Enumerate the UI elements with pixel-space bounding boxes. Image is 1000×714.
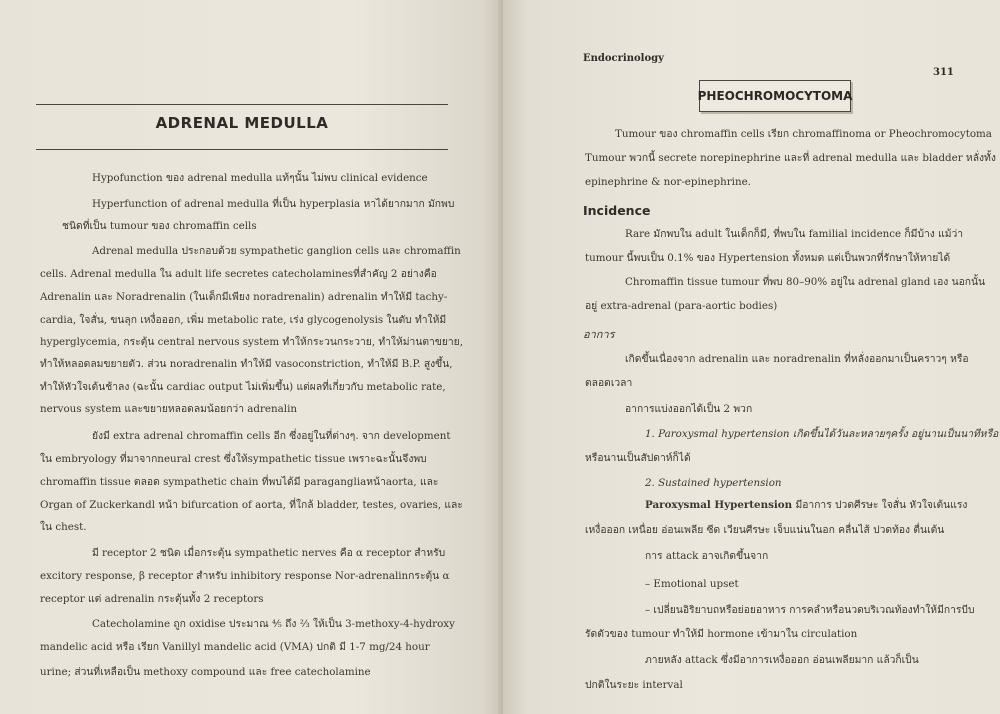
paragraph-line: chromaffin tissue ตลอด sympathetic chain ที่พบได้มี paragangliaหน้าaorta, และ: [40, 476, 439, 488]
paragraph-line: Catecholamine ถูก oxidise ประมาณ ⅘ ถึง ⅔ ให้เป็น 3-methoxy-4-hydroxy: [92, 618, 455, 630]
paragraph-line: Hyperfunction of adrenal medulla ที่เป็น hyperplasia หาได้ยากมาก มักพบ: [92, 198, 455, 210]
paragraph-line: Chromaffin tissue tumour ที่พบ 80–90% อยู่ใน adrenal gland เอง นอกนั้น: [625, 276, 986, 288]
paragraph-line: tumour นี้พบเป็น 0.1% ของ Hypertension ทั้งหมด แต่เป็นพวกที่รักษาให้หายได้: [585, 252, 951, 264]
paragraph-line: ยังมี extra adrenal chromaffin cells อีก ซึ่งอยู่ในที่ต่างๆ. จาก development: [92, 430, 451, 442]
paragraph-line: epinephrine & nor-epinephrine.: [585, 176, 751, 188]
paragraph-line: Adrenalin และ Noradrenalin (ในเด็กมีเพียง noradrenalin) adrenalin ทำให้มี tachy-: [40, 291, 448, 303]
right-page-title-text: PHEOCHROMOCYTOMA: [697, 89, 853, 103]
paragraph-line: ทำให้หัวใจเต้นช้าลง (ฉะนั้น cardiac output ไม่เพิ่มขึ้น) แต่ผลที่เกี่ยวกับ metabolic rate,: [40, 381, 446, 393]
paragraph-line: Organ of Zuckerkandl หน้า bifurcation of aorta, ที่ใกล้ bladder, testes, ovaries, และ: [40, 499, 463, 511]
paragraph-line: ชนิดที่เป็น tumour ของ chromaffin cells: [62, 220, 257, 232]
paragraph-line: Rare มักพบใน adult ในเด็กก็มี, ที่พบใน familial incidence ก็มีบ้าง แม้ว่า: [625, 228, 964, 240]
paragraph-line: Adrenal medulla ประกอบด้วย sympathetic ganglion cells และ chromaffin: [92, 245, 461, 257]
paragraph-line: Tumour ของ chromaffin cells เรียก chromaffinoma or Pheochromocytoma: [615, 128, 992, 140]
paragraph-line: Hypofunction ของ adrenal medulla แท้ๆนั้น ไม่พบ clinical evidence: [92, 172, 428, 184]
paragraph-line: อาการแบ่งออกได้เป็น 2 พวก: [625, 403, 753, 415]
paragraph-line: nervous system และขยายหลอดลมน้อยกว่า adrenalin: [40, 403, 297, 415]
sustained-hypertension-label: 2. Sustained hypertension: [645, 477, 782, 489]
running-head: Endocrinology: [583, 53, 664, 64]
title-underline-rule: [36, 149, 448, 150]
paragraph-line: – Emotional upset: [645, 578, 739, 590]
paragraph-line: ภายหลัง attack ซึ่งมีอาการเหงื่อออก อ่อนเพลียมาก แล้วก็เป็น: [645, 654, 919, 666]
paragraph-line: – เปลี่ยนอิริยาบถหรือย่อยอาหาร การคลำหรือนวดบริเวณท้องทำให้มีการบีบ: [645, 604, 975, 616]
paragraph-line: การ attack อาจเกิดขึ้นจาก: [645, 550, 769, 562]
paragraph-line-text: มีอาการ ปวดศีรษะ ใจสั่น หัวใจเต้นแรง: [792, 499, 968, 511]
paragraph-line: ใน embryology ที่มาจากneural crest ซึ่งให้sympathetic tissue เพราะฉะนั้นจึงพบ: [40, 453, 427, 465]
incidence-heading: Incidence: [583, 203, 651, 218]
paragraph-line: urine; ส่วนที่เหลือเป็น methoxy compound และ free catecholamine: [40, 666, 371, 678]
paragraph-line: เกิดขึ้นเนื่องจาก adrenalin และ noradrenalin ที่หลั่งออกมาเป็นคราวๆ หรือ: [625, 353, 969, 365]
paroxysmal-bold-label: Paroxysmal Hypertension: [645, 499, 793, 511]
symptoms-heading: อาการ: [583, 328, 615, 341]
paragraph-line: มี receptor 2 ชนิด เมื่อกระตุ้น sympathetic nerves คือ α receptor สำหรับ: [92, 547, 446, 559]
paragraph-line: excitory response, β receptor สำหรับ inhibitory response Nor-adrenalinกระตุ้น α: [40, 570, 450, 582]
paragraph-line: หรือนานเป็นสัปดาห์ก็ได้: [585, 452, 691, 464]
right-page-title: [699, 80, 851, 112]
right-page: [503, 0, 1000, 714]
paragraph-line: mandelic acid หรือ เรียก Vanillyl mandelic acid (VMA) ปกติ มี 1-7 mg/24 hour: [40, 641, 430, 653]
left-page-title: ADRENAL MEDULLA: [155, 114, 329, 132]
paragraph-line: รัดตัวของ tumour ทำให้มี hormone เข้ามาใน circulation: [585, 628, 858, 640]
paragraph-line: cells. Adrenal medulla ใน adult life secretes catecholaminesที่สำคัญ 2 อย่างคือ: [40, 268, 437, 280]
paragraph-line: ปกติในระยะ interval: [585, 679, 683, 691]
paragraph-line: receptor แต่ adrenalin กระตุ้นทั้ง 2 receptors: [40, 593, 264, 605]
paragraph-line: เหงื่อออก เหนื่อย อ่อนเพลีย ซีด เวียนศีรษะ เจ็บแน่นในอก คลื่นไส้ ปวดท้อง ตื่นเต้น: [585, 524, 945, 536]
page-number: 311: [933, 67, 954, 78]
paragraph-line: cardia, ใจสั่น, ขนลุก เหงื่อออก, เพิ่ม metabolic rate, เร่ง glycogenolysis ในตับ ทำให้มี: [40, 314, 447, 326]
paragraph-line: hyperglycemia, กระตุ้น central nervous system ทำให้กระวนกระวาย, ทำให้ม่านตาขยาย,: [40, 336, 463, 348]
paragraph-line: อยู่ extra-adrenal (para-aortic bodies): [585, 300, 778, 312]
paragraph-line: [645, 499, 967, 511]
paragraph-line: ตลอดเวลา: [585, 377, 633, 389]
paragraph-line: ใน chest.: [40, 521, 87, 533]
paragraph-line: Tumour พวกนี้ secrete norepinephrine และที่ adrenal medulla และ bladder หลั่งทั้ง: [585, 152, 996, 164]
paragraph-line: 1. Paroxysmal hypertension เกิดขึ้นได้วันละหลายๆครั้ง อยู่นานเป็นนาทีหรือ: [645, 428, 999, 440]
paragraph-line: ทำให้หลอดลมขยายตัว. ส่วน noradrenalin ทำให้มี vasoconstriction, ทำให้มี B.P. สูงขึ้น,: [40, 358, 453, 370]
top-rule: [36, 104, 448, 105]
